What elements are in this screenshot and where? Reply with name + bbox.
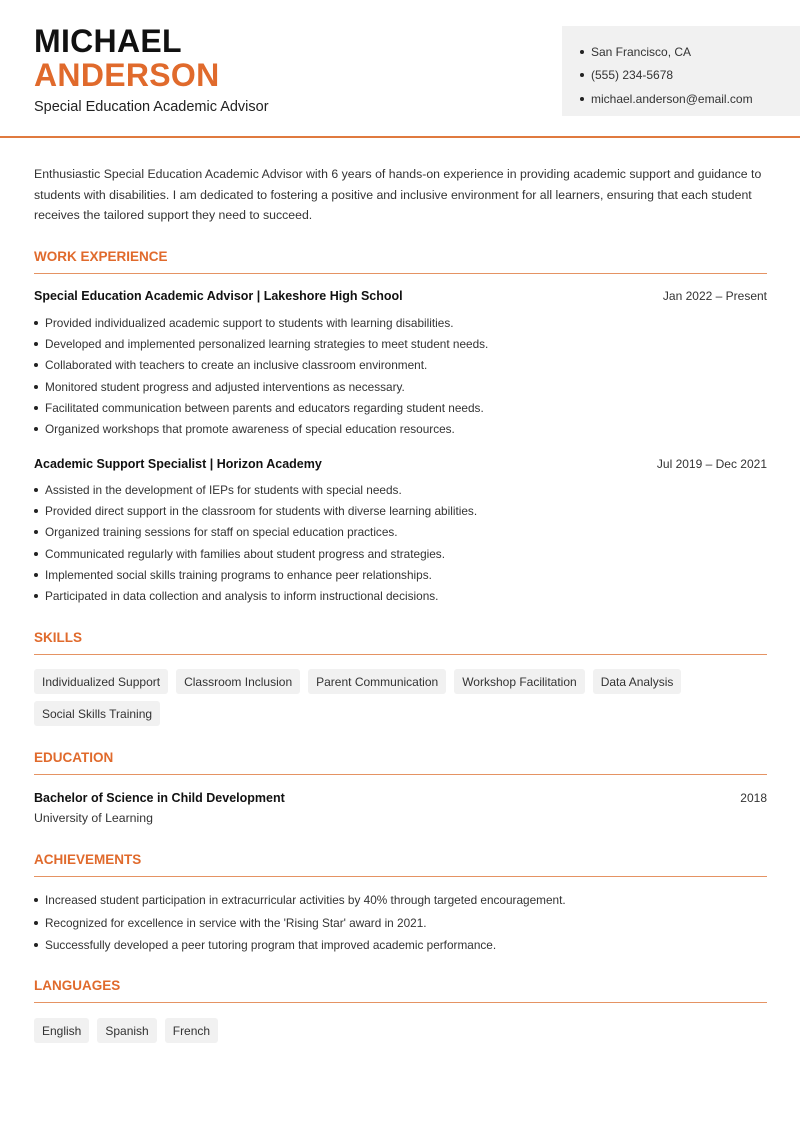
- job-bullet-list: [34, 479, 767, 607]
- job-dates: Jan 2022 – Present: [662, 289, 767, 303]
- list-item-text: Organized training sessions for staff on special education practices.: [45, 525, 398, 540]
- bullet-icon: [34, 509, 38, 513]
- skill-chip: Parent Communication: [308, 669, 446, 694]
- bullet-icon: [34, 488, 38, 492]
- section-title-languages: LANGUAGES: [34, 978, 767, 1003]
- list-item: [34, 934, 767, 957]
- graduation-year: 2018: [740, 791, 767, 805]
- bullet-icon: [34, 363, 38, 367]
- list-item: [34, 333, 767, 354]
- bullet-icon: [580, 97, 584, 101]
- section-title-work-experience: WORK EXPERIENCE: [34, 249, 767, 274]
- bullet-icon: [34, 573, 38, 577]
- job-role: Special Education Academic Advisor | Lakeshore High School: [34, 289, 403, 303]
- contact-email[interactable]: [580, 87, 800, 111]
- job-header: [34, 289, 767, 303]
- section-title-education: EDUCATION: [34, 750, 767, 775]
- bullet-icon: [34, 530, 38, 534]
- language-chip: Spanish: [97, 1018, 156, 1043]
- section-title-skills: SKILLS: [34, 630, 767, 655]
- list-item: [34, 397, 767, 418]
- list-item: [34, 479, 767, 500]
- list-item-text: Successfully developed a peer tutoring program that improved academic performance.: [45, 938, 497, 953]
- list-item: [34, 585, 767, 606]
- list-item: [34, 376, 767, 397]
- bullet-icon: [34, 406, 38, 410]
- contact-box: [562, 26, 800, 116]
- job-header: [34, 457, 767, 471]
- job-dates: Jul 2019 – Dec 2021: [656, 457, 767, 471]
- list-item-text: Facilitated communication between parents and educators regarding student needs.: [45, 400, 484, 415]
- list-item: [34, 912, 767, 935]
- bullet-icon: [34, 921, 38, 925]
- bullet-icon: [34, 321, 38, 325]
- last-name: ANDERSON: [34, 57, 220, 93]
- skill-chip: Data Analysis: [593, 669, 682, 694]
- skill-chip: Social Skills Training: [34, 701, 160, 726]
- resume-header: [0, 0, 800, 138]
- degree-title: Bachelor of Science in Child Development: [34, 791, 285, 805]
- contact-phone: [580, 64, 800, 88]
- list-item: [34, 564, 767, 585]
- list-item-text: Increased student participation in extracurricular activities by 40% through targeted encouragement.: [45, 893, 566, 908]
- job-title: Special Education Academic Advisor: [34, 99, 269, 115]
- skill-chip: Workshop Facilitation: [454, 669, 585, 694]
- contact-phone-text: (555) 234-5678: [591, 68, 674, 83]
- job-bullet-list: [34, 312, 767, 440]
- school-name: University of Learning: [34, 811, 153, 825]
- list-item: [34, 889, 767, 912]
- list-item-text: Recognized for excellence in service with the 'Rising Star' award in 2021.: [45, 915, 427, 930]
- list-item-text: Provided individualized academic support to students with learning disabilities.: [45, 315, 454, 330]
- skill-chip: Classroom Inclusion: [176, 669, 300, 694]
- list-item-text: Collaborated with teachers to create an inclusive classroom environment.: [45, 358, 428, 373]
- profile-summary: Enthusiastic Special Education Academic Advisor with 6 years of hands-on experience in providing academic support and guidance to students with disabilities. I am dedicated to fostering a positive and inclusive environment for all learners, ensuring that each student receives the tailored support they need to succeed.: [34, 167, 762, 222]
- list-item: [34, 418, 767, 439]
- language-chip: French: [165, 1018, 218, 1043]
- bullet-icon: [34, 898, 38, 902]
- list-item-text: Developed and implemented personalized learning strategies to meet student needs.: [45, 336, 489, 351]
- list-item: [34, 500, 767, 521]
- list-item-text: Implemented social skills training programs to enhance peer relationships.: [45, 567, 432, 582]
- language-chip: English: [34, 1018, 89, 1043]
- list-item-text: Provided direct support in the classroom for students with diverse learning abilities.: [45, 503, 478, 518]
- bullet-icon: [34, 342, 38, 346]
- bullet-icon: [580, 50, 584, 54]
- achievements-list: [34, 889, 767, 957]
- bullet-icon: [580, 73, 584, 77]
- bullet-icon: [34, 594, 38, 598]
- list-item-text: Communicated regularly with families about student progress and strategies.: [45, 546, 445, 561]
- skill-chip: Individualized Support: [34, 669, 168, 694]
- list-item: [34, 355, 767, 376]
- list-item: [34, 312, 767, 333]
- list-item-text: Monitored student progress and adjusted interventions as necessary.: [45, 379, 405, 394]
- bullet-icon: [34, 943, 38, 947]
- list-item: [34, 522, 767, 543]
- list-item-text: Organized workshops that promote awareness of special education resources.: [45, 422, 455, 437]
- list-item-text: Participated in data collection and analysis to inform instructional decisions.: [45, 589, 439, 604]
- languages-list: [34, 1018, 767, 1043]
- list-item-text: Assisted in the development of IEPs for students with special needs.: [45, 482, 402, 497]
- contact-email-text[interactable]: michael.anderson@email.com: [591, 91, 753, 106]
- bullet-icon: [34, 552, 38, 556]
- education-header: [34, 791, 767, 805]
- skills-list: [34, 669, 767, 726]
- bullet-icon: [34, 427, 38, 431]
- first-name: MICHAEL: [34, 23, 182, 59]
- list-item: [34, 543, 767, 564]
- contact-location: [580, 40, 800, 64]
- bullet-icon: [34, 385, 38, 389]
- section-title-achievements: ACHIEVEMENTS: [34, 852, 767, 877]
- contact-location-text: San Francisco, CA: [591, 44, 692, 59]
- job-role: Academic Support Specialist | Horizon Academy: [34, 457, 322, 471]
